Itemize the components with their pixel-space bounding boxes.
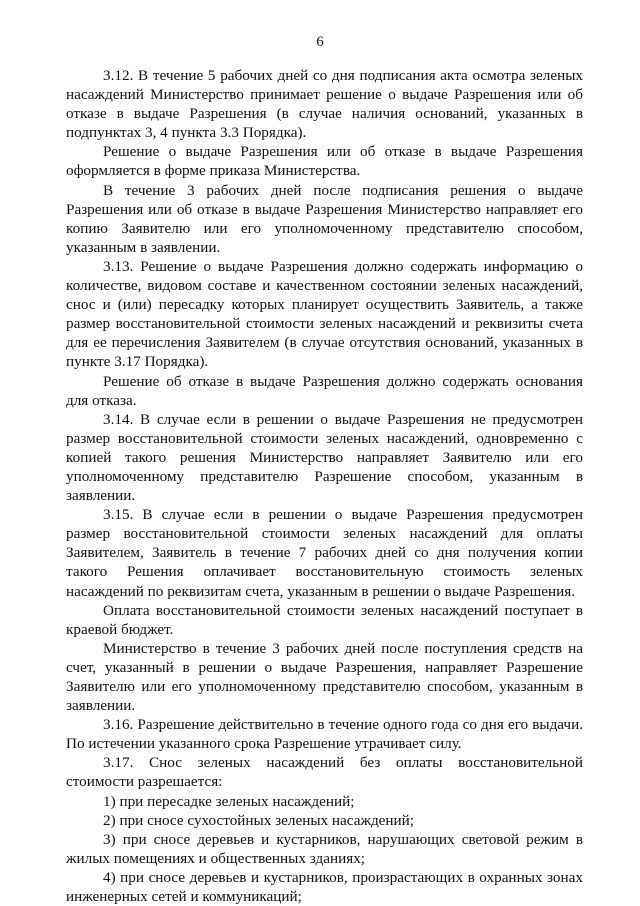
paragraph-decision-form: Решение о выдаче Разрешения или об отказе в выдаче Разрешения оформляется в форме приказа Министерства. — [66, 143, 583, 180]
paragraph-3-13: 3.13. Решение о выдаче Разрешения должно содержать информацию о количестве, видовом составе и качественном состоянии зеленых насаждений, снос и (или) пересадку которых планирует осуществить Заявитель, а также размер восстановительной стоимости зеленых насаждений и реквизиты счета для ее перечисления Заявителем (в случае отсутствия оснований, указанных в пункте 3.17 Порядка). — [66, 257, 583, 371]
document-body — [66, 66, 583, 906]
list-item-2: 2) при сносе сухостойных зеленых насаждений; — [103, 811, 415, 829]
paragraph-3-12: 3.12. В течение 5 рабочих дней со дня подписания акта осмотра зеленых насаждений Министерство принимает решение о выдаче Разрешения или об отказе в выдаче Разрешения (в случае наличия оснований, указанных в подпунктах 3, 4 пункта 3.3 Порядка). — [66, 67, 583, 142]
paragraph-ministry-sends: Министерство в течение 3 рабочих дней после поступления средств на счет, указанный в решении о выдаче Разрешения, направляет Разрешение Заявителю или его уполномоченному представителю способом, указанным в заявлении. — [66, 639, 583, 715]
paragraph-copy-sending: В течение 3 рабочих дней после подписания решения о выдаче Разрешения или об отказе в выдаче Разрешения Министерство направляет его копию Заявителю или его уполномоченному представителю способом, указанным в заявлении. — [66, 181, 583, 256]
paragraph-3-15: 3.15. В случае если в решении о выдаче Разрешения предусмотрен размер восстановительной стоимости зеленых насаждений для оплаты Заявителем, Заявитель в течение 7 рабочих дней со дня получения копии такого Решения оплачивает восстановительную стоимость зеленых насаждений по реквизитам счета, указанным в решении о выдаче Разрешения. — [66, 506, 583, 600]
paragraph-3-14: 3.14. В случае если в решении о выдаче Разрешения не предусмотрен размер восстановительной стоимости зеленых насаждений, одновременно с копией такого решения Министерство направляет Заявителю или его уполномоченному представителю Разрешение способом, указанным в заявлении. — [66, 410, 583, 505]
list-item-3: 3) при сносе деревьев и кустарников, нарушающих световой режим в жилых помещениях и общественных зданиях; — [66, 830, 583, 867]
paragraph-3-16: 3.16. Разрешение действительно в течение одного года со дня его выдачи. По истечении указанного срока Разрешение утрачивает силу. — [66, 716, 583, 753]
list-item-4: 4) при сносе деревьев и кустарников, произрастающих в охранных зонах инженерных сетей и коммуникаций; — [66, 868, 583, 906]
paragraph-refusal-grounds: Решение об отказе в выдаче Разрешения должно содержать основания для отказа. — [66, 372, 583, 409]
list-item-1: 1) при пересадке зеленых насаждений; — [103, 792, 355, 810]
page-number: 6 — [316, 34, 324, 50]
paragraph-3-17: 3.17. Снос зеленых насаждений без оплаты восстановительной стоимости разрешается: — [66, 754, 583, 791]
paragraph-payment-budget: Оплата восстановительной стоимости зеленых насаждений поступает в краевой бюджет. — [66, 601, 583, 638]
